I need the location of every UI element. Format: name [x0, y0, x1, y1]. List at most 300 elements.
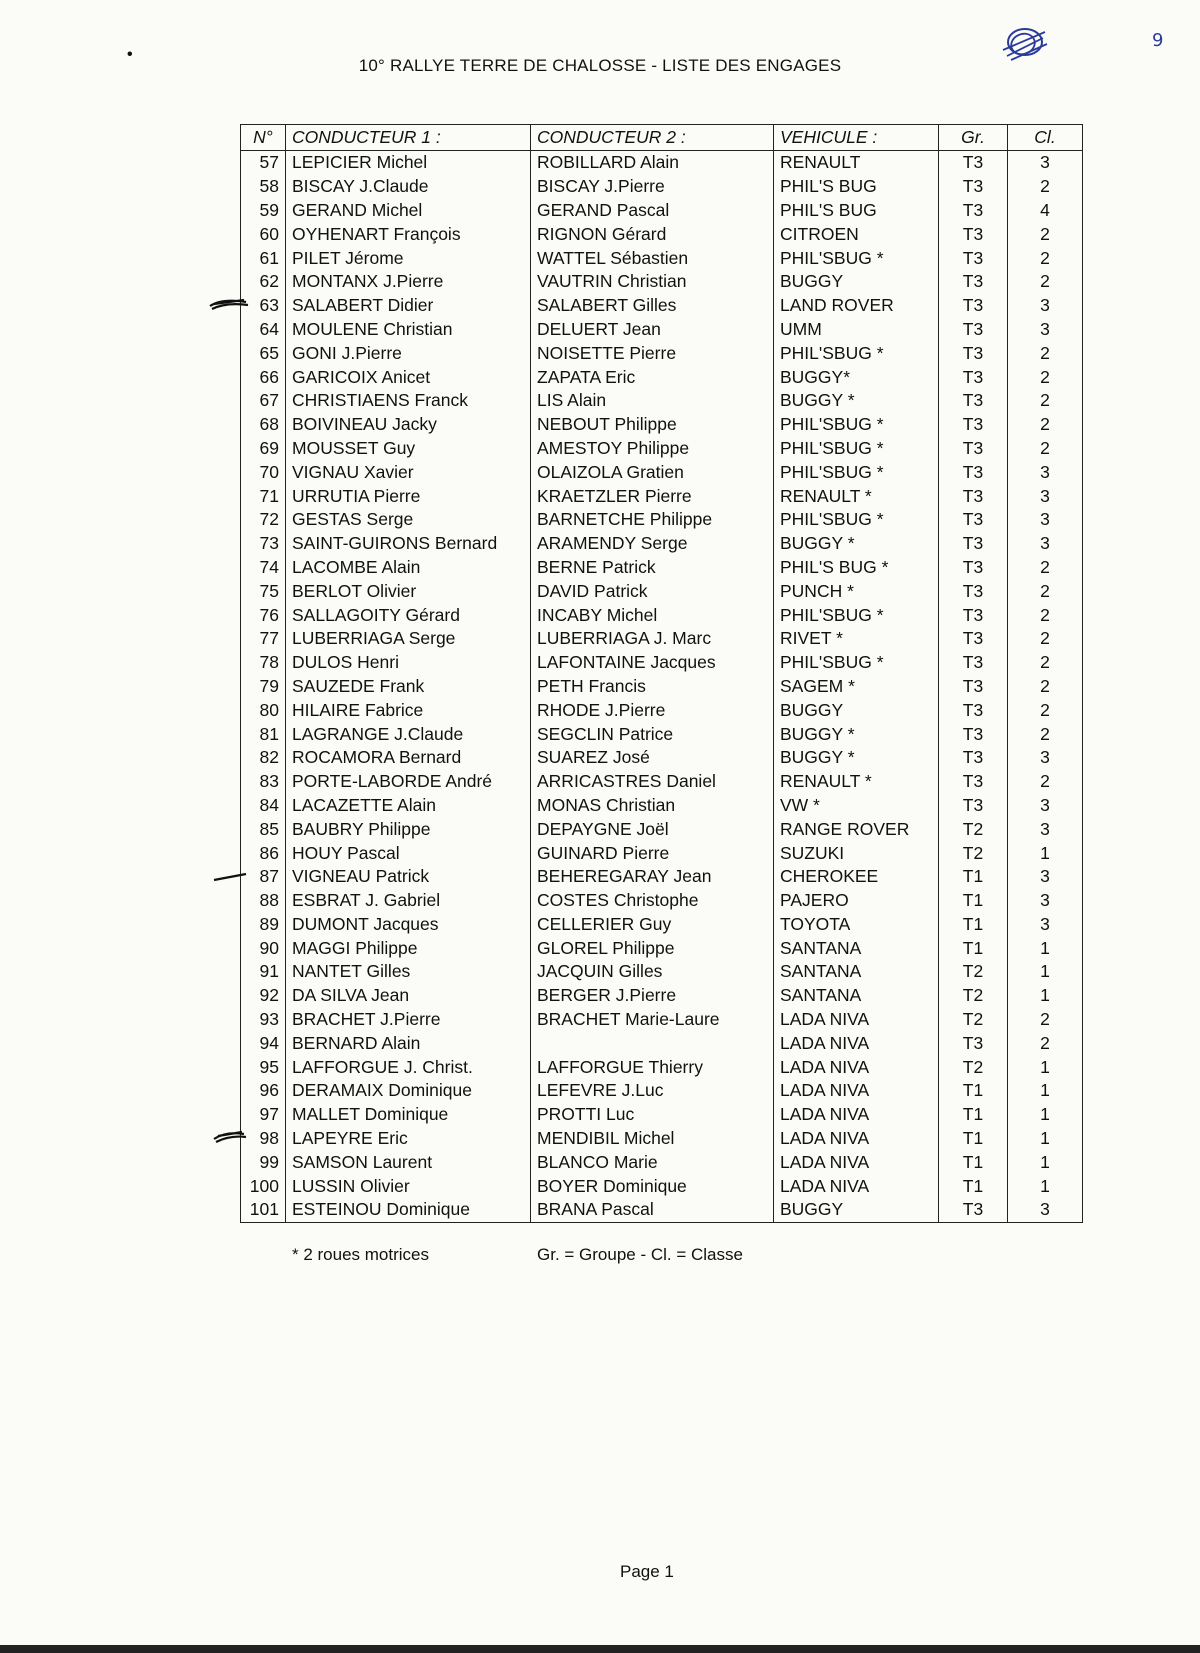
driver1-name: LACOMBE Alain	[286, 556, 531, 580]
class-code: 3	[1008, 794, 1083, 818]
group-code: T3	[939, 556, 1008, 580]
footnote-two-wheel-drive: * 2 roues motrices	[292, 1245, 429, 1264]
group-code: T3	[939, 698, 1008, 722]
group-code: T3	[939, 246, 1008, 270]
driver1-name: GONI J.Pierre	[286, 341, 531, 365]
class-code: 1	[1008, 1174, 1083, 1198]
vehicle-name: CHEROKEE	[774, 865, 939, 889]
class-code: 1	[1008, 1150, 1083, 1174]
table-row	[241, 246, 1083, 270]
group-code: T2	[939, 1008, 1008, 1032]
driver1-name: GARICOIX Anicet	[286, 365, 531, 389]
table-body	[241, 151, 1083, 1223]
table-row	[241, 770, 1083, 794]
entry-number: 89	[241, 913, 286, 937]
class-code: 4	[1008, 199, 1083, 223]
entry-number: 69	[241, 437, 286, 461]
class-code: 3	[1008, 318, 1083, 342]
entry-number: 84	[241, 794, 286, 818]
driver2-name: BLANCO Marie	[531, 1150, 774, 1174]
driver1-name: BAUBRY Philippe	[286, 817, 531, 841]
table-row	[241, 508, 1083, 532]
group-code: T1	[939, 1150, 1008, 1174]
group-code: T1	[939, 936, 1008, 960]
table-row	[241, 817, 1083, 841]
vehicle-name: TOYOTA	[774, 913, 939, 937]
class-code: 3	[1008, 460, 1083, 484]
group-code: T1	[939, 1103, 1008, 1127]
entry-number: 59	[241, 199, 286, 223]
driver1-name: VIGNEAU Patrick	[286, 865, 531, 889]
driver2-name: DELUERT Jean	[531, 318, 774, 342]
driver2-name: RIGNON Gérard	[531, 222, 774, 246]
entry-number: 83	[241, 770, 286, 794]
vehicle-name: PHIL'SBUG *	[774, 413, 939, 437]
group-code: T3	[939, 413, 1008, 437]
driver1-name: SAINT-GUIRONS Bernard	[286, 532, 531, 556]
stray-mark: •	[127, 46, 133, 63]
driver1-name: VIGNAU Xavier	[286, 460, 531, 484]
entry-number: 76	[241, 603, 286, 627]
group-code: T3	[939, 651, 1008, 675]
entry-number: 81	[241, 722, 286, 746]
entry-number: 66	[241, 365, 286, 389]
class-code: 2	[1008, 1008, 1083, 1032]
driver1-name: CHRISTIAENS Franck	[286, 389, 531, 413]
group-code: T3	[939, 532, 1008, 556]
driver1-name: LAFFORGUE J. Christ.	[286, 1055, 531, 1079]
vehicle-name: LADA NIVA	[774, 1127, 939, 1151]
driver1-name: NANTET Gilles	[286, 960, 531, 984]
pen-note: 9	[1152, 30, 1164, 51]
driver1-name: BISCAY J.Claude	[286, 175, 531, 199]
pen-mark-icon	[212, 872, 248, 882]
driver1-name: GERAND Michel	[286, 199, 531, 223]
driver1-name: BERLOT Olivier	[286, 579, 531, 603]
driver1-name: GESTAS Serge	[286, 508, 531, 532]
vehicle-name: VW *	[774, 794, 939, 818]
vehicle-name: RENAULT *	[774, 484, 939, 508]
group-code: T3	[939, 175, 1008, 199]
table-row	[241, 627, 1083, 651]
class-code: 3	[1008, 532, 1083, 556]
vehicle-name: PHIL'SBUG *	[774, 603, 939, 627]
driver1-name: BOIVINEAU Jacky	[286, 413, 531, 437]
vehicle-name: SANTANA	[774, 984, 939, 1008]
group-code: T3	[939, 270, 1008, 294]
entry-number: 97	[241, 1103, 286, 1127]
scan-edge	[0, 1645, 1200, 1653]
driver1-name: DERAMAIX Dominique	[286, 1079, 531, 1103]
driver2-name: BEHEREGARAY Jean	[531, 865, 774, 889]
driver1-name: MAGGI Philippe	[286, 936, 531, 960]
driver1-name: DUMONT Jacques	[286, 913, 531, 937]
entry-number: 57	[241, 151, 286, 175]
entry-number: 78	[241, 651, 286, 675]
driver2-name: NOISETTE Pierre	[531, 341, 774, 365]
class-code: 2	[1008, 222, 1083, 246]
vehicle-name: PHIL'SBUG *	[774, 651, 939, 675]
group-code: T2	[939, 817, 1008, 841]
driver1-name: LAPEYRE Eric	[286, 1127, 531, 1151]
driver1-name: SAMSON Laurent	[286, 1150, 531, 1174]
group-code: T3	[939, 770, 1008, 794]
class-code: 2	[1008, 651, 1083, 675]
table-row	[241, 341, 1083, 365]
vehicle-name: SAGEM *	[774, 675, 939, 699]
header-class: Cl.	[1008, 125, 1083, 151]
class-code: 2	[1008, 246, 1083, 270]
vehicle-name: LADA NIVA	[774, 1079, 939, 1103]
table-row	[241, 841, 1083, 865]
group-code: T3	[939, 1198, 1008, 1222]
group-code: T3	[939, 484, 1008, 508]
driver2-name: LUBERRIAGA J. Marc	[531, 627, 774, 651]
driver2-name: BERNE Patrick	[531, 556, 774, 580]
entry-number: 94	[241, 1031, 286, 1055]
driver2-name: PROTTI Luc	[531, 1103, 774, 1127]
class-code: 3	[1008, 484, 1083, 508]
table-row	[241, 603, 1083, 627]
vehicle-name: PHIL'SBUG *	[774, 341, 939, 365]
vehicle-name: LAND ROVER	[774, 294, 939, 318]
driver2-name: COSTES Christophe	[531, 889, 774, 913]
vehicle-name: LADA NIVA	[774, 1103, 939, 1127]
vehicle-name: PHIL'S BUG	[774, 199, 939, 223]
vehicle-name: BUGGY	[774, 698, 939, 722]
class-code: 1	[1008, 1103, 1083, 1127]
entry-number: 80	[241, 698, 286, 722]
driver1-name: ESTEINOU Dominique	[286, 1198, 531, 1222]
driver2-name: KRAETZLER Pierre	[531, 484, 774, 508]
class-code: 1	[1008, 1127, 1083, 1151]
vehicle-name: PAJERO	[774, 889, 939, 913]
entry-number: 96	[241, 1079, 286, 1103]
entry-number: 71	[241, 484, 286, 508]
header-num: N°	[241, 125, 286, 151]
entry-number: 72	[241, 508, 286, 532]
driver2-name: RHODE J.Pierre	[531, 698, 774, 722]
driver1-name: SALLAGOITY Gérard	[286, 603, 531, 627]
driver2-name: VAUTRIN Christian	[531, 270, 774, 294]
vehicle-name: PHIL'S BUG *	[774, 556, 939, 580]
driver1-name: DULOS Henri	[286, 651, 531, 675]
class-code: 1	[1008, 984, 1083, 1008]
driver2-name	[531, 1031, 774, 1055]
entry-number: 79	[241, 675, 286, 699]
entry-number: 67	[241, 389, 286, 413]
group-code: T3	[939, 794, 1008, 818]
driver2-name: PETH Francis	[531, 675, 774, 699]
driver2-name: ARAMENDY Serge	[531, 532, 774, 556]
table-row	[241, 270, 1083, 294]
entry-number: 63	[241, 294, 286, 318]
entry-number: 98	[241, 1127, 286, 1151]
class-code: 2	[1008, 603, 1083, 627]
table-row	[241, 746, 1083, 770]
group-code: T3	[939, 318, 1008, 342]
table-row	[241, 1008, 1083, 1032]
vehicle-name: BUGGY *	[774, 532, 939, 556]
driver2-name: MONAS Christian	[531, 794, 774, 818]
group-code: T3	[939, 579, 1008, 603]
driver2-name: JACQUIN Gilles	[531, 960, 774, 984]
table-row	[241, 1198, 1083, 1222]
vehicle-name: BUGGY	[774, 270, 939, 294]
table-header-row	[241, 125, 1083, 151]
entry-number: 100	[241, 1174, 286, 1198]
driver2-name: BRANA Pascal	[531, 1198, 774, 1222]
class-code: 1	[1008, 841, 1083, 865]
class-code: 2	[1008, 437, 1083, 461]
table-row	[241, 318, 1083, 342]
class-code: 2	[1008, 698, 1083, 722]
entry-number: 101	[241, 1198, 286, 1222]
driver2-name: BERGER J.Pierre	[531, 984, 774, 1008]
driver1-name: MONTANX J.Pierre	[286, 270, 531, 294]
table-row	[241, 913, 1083, 937]
class-code: 1	[1008, 1055, 1083, 1079]
page-title: 10° RALLYE TERRE DE CHALOSSE - LISTE DES ENGAGES	[358, 56, 842, 75]
group-code: T3	[939, 199, 1008, 223]
group-code: T3	[939, 603, 1008, 627]
group-code: T1	[939, 1079, 1008, 1103]
header-vehicle: VEHICULE :	[774, 125, 939, 151]
table-row	[241, 151, 1083, 175]
class-code: 2	[1008, 722, 1083, 746]
driver1-name: MOULENE Christian	[286, 318, 531, 342]
vehicle-name: PHIL'S BUG	[774, 175, 939, 199]
vehicle-name: LADA NIVA	[774, 1055, 939, 1079]
entry-number: 88	[241, 889, 286, 913]
entry-number: 86	[241, 841, 286, 865]
table-row	[241, 1079, 1083, 1103]
driver2-name: NEBOUT Philippe	[531, 413, 774, 437]
vehicle-name: SUZUKI	[774, 841, 939, 865]
driver1-name: BERNARD Alain	[286, 1031, 531, 1055]
driver2-name: AMESTOY Philippe	[531, 437, 774, 461]
class-code: 3	[1008, 913, 1083, 937]
entry-number: 70	[241, 460, 286, 484]
group-code: T3	[939, 294, 1008, 318]
table-row	[241, 936, 1083, 960]
driver2-name: BARNETCHE Philippe	[531, 508, 774, 532]
vehicle-name: LADA NIVA	[774, 1031, 939, 1055]
driver2-name: LAFFORGUE Thierry	[531, 1055, 774, 1079]
group-code: T2	[939, 984, 1008, 1008]
driver2-name: LIS Alain	[531, 389, 774, 413]
group-code: T1	[939, 1127, 1008, 1151]
driver2-name: GERAND Pascal	[531, 199, 774, 223]
header-group: Gr.	[939, 125, 1008, 151]
class-code: 1	[1008, 960, 1083, 984]
entry-number: 85	[241, 817, 286, 841]
table-row	[241, 1055, 1083, 1079]
vehicle-name: BUGGY *	[774, 389, 939, 413]
driver2-name: LAFONTAINE Jacques	[531, 651, 774, 675]
group-code: T3	[939, 151, 1008, 175]
group-code: T3	[939, 365, 1008, 389]
class-code: 3	[1008, 817, 1083, 841]
driver1-name: BRACHET J.Pierre	[286, 1008, 531, 1032]
vehicle-name: BUGGY	[774, 1198, 939, 1222]
driver1-name: MALLET Dominique	[286, 1103, 531, 1127]
header-driver1: CONDUCTEUR 1 :	[286, 125, 531, 151]
class-code: 2	[1008, 175, 1083, 199]
driver2-name: BRACHET Marie-Laure	[531, 1008, 774, 1032]
table-row	[241, 1127, 1083, 1151]
vehicle-name: RIVET *	[774, 627, 939, 651]
group-code: T2	[939, 841, 1008, 865]
class-code: 2	[1008, 675, 1083, 699]
vehicle-name: SANTANA	[774, 960, 939, 984]
class-code: 3	[1008, 865, 1083, 889]
driver1-name: MOUSSET Guy	[286, 437, 531, 461]
vehicle-name: RENAULT *	[774, 770, 939, 794]
group-code: T3	[939, 722, 1008, 746]
vehicle-name: LADA NIVA	[774, 1174, 939, 1198]
driver1-name: LACAZETTE Alain	[286, 794, 531, 818]
driver1-name: LUSSIN Olivier	[286, 1174, 531, 1198]
driver2-name: ROBILLARD Alain	[531, 151, 774, 175]
table-row	[241, 365, 1083, 389]
group-code: T3	[939, 746, 1008, 770]
table-row	[241, 460, 1083, 484]
group-code: T1	[939, 1174, 1008, 1198]
page-number: Page 1	[620, 1562, 674, 1581]
table-row	[241, 437, 1083, 461]
driver2-name: SUAREZ José	[531, 746, 774, 770]
vehicle-name: PHIL'SBUG *	[774, 508, 939, 532]
vehicle-name: RENAULT	[774, 151, 939, 175]
vehicle-name: UMM	[774, 318, 939, 342]
table-row	[241, 1174, 1083, 1198]
group-code: T3	[939, 437, 1008, 461]
driver1-name: URRUTIA Pierre	[286, 484, 531, 508]
driver2-name: LEFEVRE J.Luc	[531, 1079, 774, 1103]
vehicle-name: CITROEN	[774, 222, 939, 246]
group-code: T2	[939, 960, 1008, 984]
class-code: 1	[1008, 1079, 1083, 1103]
table-row	[241, 175, 1083, 199]
header-driver2: CONDUCTEUR 2 :	[531, 125, 774, 151]
entry-number: 64	[241, 318, 286, 342]
entry-number: 74	[241, 556, 286, 580]
class-code: 2	[1008, 389, 1083, 413]
driver1-name: LUBERRIAGA Serge	[286, 627, 531, 651]
vehicle-name: BUGGY*	[774, 365, 939, 389]
table-row	[241, 675, 1083, 699]
entry-number: 75	[241, 579, 286, 603]
group-code: T3	[939, 389, 1008, 413]
table-row	[241, 556, 1083, 580]
class-code: 1	[1008, 936, 1083, 960]
vehicle-name: BUGGY *	[774, 722, 939, 746]
table-row	[241, 199, 1083, 223]
driver1-name: ROCAMORA Bernard	[286, 746, 531, 770]
driver1-name: ESBRAT J. Gabriel	[286, 889, 531, 913]
vehicle-name: LADA NIVA	[774, 1008, 939, 1032]
table-row	[241, 389, 1083, 413]
group-code: T3	[939, 508, 1008, 532]
table-row	[241, 960, 1083, 984]
driver1-name: PORTE-LABORDE André	[286, 770, 531, 794]
table-row	[241, 651, 1083, 675]
driver1-name: SAUZEDE Frank	[286, 675, 531, 699]
class-code: 2	[1008, 270, 1083, 294]
table-row	[241, 865, 1083, 889]
driver2-name: DEPAYGNE Joël	[531, 817, 774, 841]
class-code: 3	[1008, 1198, 1083, 1222]
table-row	[241, 794, 1083, 818]
class-code: 3	[1008, 151, 1083, 175]
pen-mark-icon	[212, 1128, 248, 1144]
table-row	[241, 413, 1083, 437]
table-row	[241, 698, 1083, 722]
entry-number: 60	[241, 222, 286, 246]
group-code: T2	[939, 1055, 1008, 1079]
vehicle-name: LADA NIVA	[774, 1150, 939, 1174]
entry-number: 61	[241, 246, 286, 270]
vehicle-name: RANGE ROVER	[774, 817, 939, 841]
entry-number: 73	[241, 532, 286, 556]
driver1-name: LAGRANGE J.Claude	[286, 722, 531, 746]
table-row	[241, 984, 1083, 1008]
group-code: T1	[939, 865, 1008, 889]
driver1-name: HILAIRE Fabrice	[286, 698, 531, 722]
vehicle-name: PHIL'SBUG *	[774, 437, 939, 461]
entry-number: 90	[241, 936, 286, 960]
class-code: 3	[1008, 746, 1083, 770]
table-row	[241, 484, 1083, 508]
entry-number: 68	[241, 413, 286, 437]
group-code: T3	[939, 341, 1008, 365]
group-code: T3	[939, 1031, 1008, 1055]
driver1-name: LEPICIER Michel	[286, 151, 531, 175]
entry-list-table	[240, 124, 1083, 1223]
driver2-name: WATTEL Sébastien	[531, 246, 774, 270]
class-code: 3	[1008, 889, 1083, 913]
table-row	[241, 1103, 1083, 1127]
driver1-name: SALABERT Didier	[286, 294, 531, 318]
driver1-name: DA SILVA Jean	[286, 984, 531, 1008]
entry-number: 58	[241, 175, 286, 199]
driver1-name: OYHENART François	[286, 222, 531, 246]
entry-number: 92	[241, 984, 286, 1008]
class-code: 3	[1008, 508, 1083, 532]
table-row	[241, 1150, 1083, 1174]
driver2-name: OLAIZOLA Gratien	[531, 460, 774, 484]
table-row	[241, 222, 1083, 246]
driver2-name: MENDIBIL Michel	[531, 1127, 774, 1151]
table-row	[241, 294, 1083, 318]
driver1-name: PILET Jérome	[286, 246, 531, 270]
entry-number: 95	[241, 1055, 286, 1079]
driver2-name: BOYER Dominique	[531, 1174, 774, 1198]
table-row	[241, 722, 1083, 746]
table-row	[241, 532, 1083, 556]
driver2-name: BISCAY J.Pierre	[531, 175, 774, 199]
table-row	[241, 579, 1083, 603]
entry-number: 82	[241, 746, 286, 770]
driver2-name: ZAPATA Eric	[531, 365, 774, 389]
group-code: T1	[939, 889, 1008, 913]
class-code: 2	[1008, 1031, 1083, 1055]
class-code: 2	[1008, 556, 1083, 580]
class-code: 2	[1008, 365, 1083, 389]
group-code: T3	[939, 627, 1008, 651]
entry-number: 99	[241, 1150, 286, 1174]
